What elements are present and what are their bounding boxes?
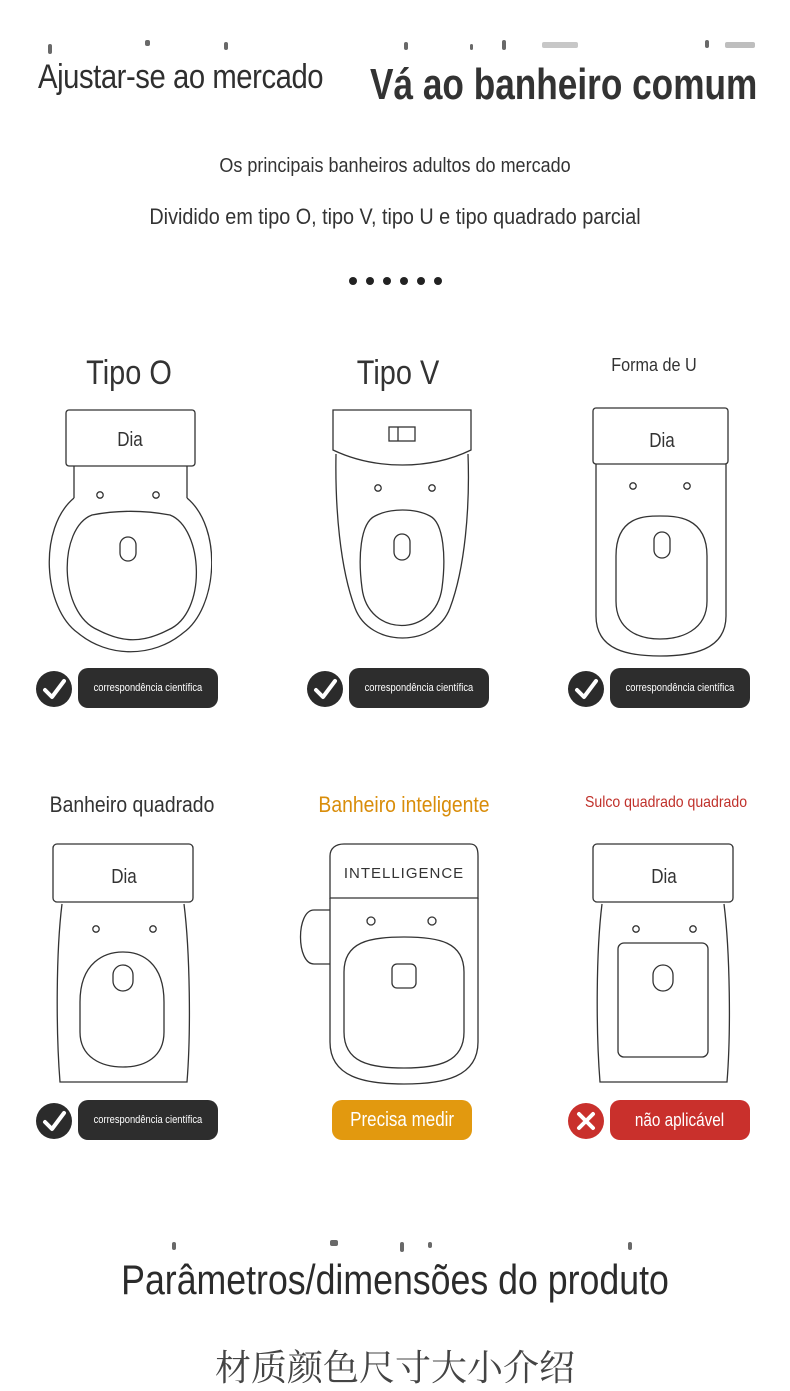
type-smart-label: Banheiro inteligente (318, 792, 490, 817)
dot-divider (0, 272, 790, 290)
check-icon (36, 1103, 72, 1139)
type-u-badge-label: correspondência científica (610, 668, 750, 708)
toilet-o-illustration (48, 408, 212, 662)
not-applicable-badge: não aplicável (610, 1100, 750, 1140)
type-square-groove-badge (568, 1100, 750, 1140)
type-o-badge (36, 668, 218, 708)
type-square-badge (36, 1100, 218, 1140)
type-square-tank-text: Dia (111, 864, 137, 888)
toilet-square-groove-illustration (590, 842, 736, 1088)
type-square-groove-label: Sulco quadrado quadrado (584, 794, 748, 811)
check-icon (307, 671, 343, 707)
parameters-title: Parâmetros/dimensões do produto (121, 1256, 669, 1303)
type-square-badge-label: correspondência científica (78, 1100, 218, 1140)
type-o-badge-label: correspondência científica (78, 668, 218, 708)
check-icon (36, 671, 72, 707)
title-left: Ajustar-se ao mercado (38, 58, 324, 96)
cross-icon (568, 1103, 604, 1139)
type-square-label: Banheiro quadrado (49, 792, 215, 817)
toilet-v-illustration (330, 408, 476, 662)
title-right: Vá ao banheiro comum (370, 60, 758, 109)
subtitle-secondary: Dividido em tipo O, tipo V, tipo U e tipo quadrado parcial (149, 204, 641, 229)
type-v-badge-label: correspondência científica (349, 668, 489, 708)
subtitle-primary: Os principais banheiros adultos do mercado (219, 155, 571, 177)
type-o-tank-text: Dia (117, 427, 143, 451)
toilet-smart-illustration (294, 842, 482, 1088)
type-u-tank-text: Dia (649, 428, 675, 452)
toilet-u-illustration (590, 406, 734, 662)
type-v-badge (307, 668, 489, 708)
check-icon (568, 671, 604, 707)
parameters-subtitle: 材质颜色尺寸大小介绍 (214, 1347, 575, 1388)
type-u-badge (568, 668, 750, 708)
type-u-label: Forma de U (611, 355, 697, 375)
type-o-label: Tipo O (86, 354, 172, 392)
type-v-label: Tipo V (356, 354, 440, 392)
toilet-square-illustration (50, 842, 196, 1088)
measure-badge: Precisa medir (332, 1100, 472, 1140)
smart-tank-text: INTELLIGENCE (343, 865, 465, 882)
square-groove-tank-text: Dia (651, 864, 677, 888)
